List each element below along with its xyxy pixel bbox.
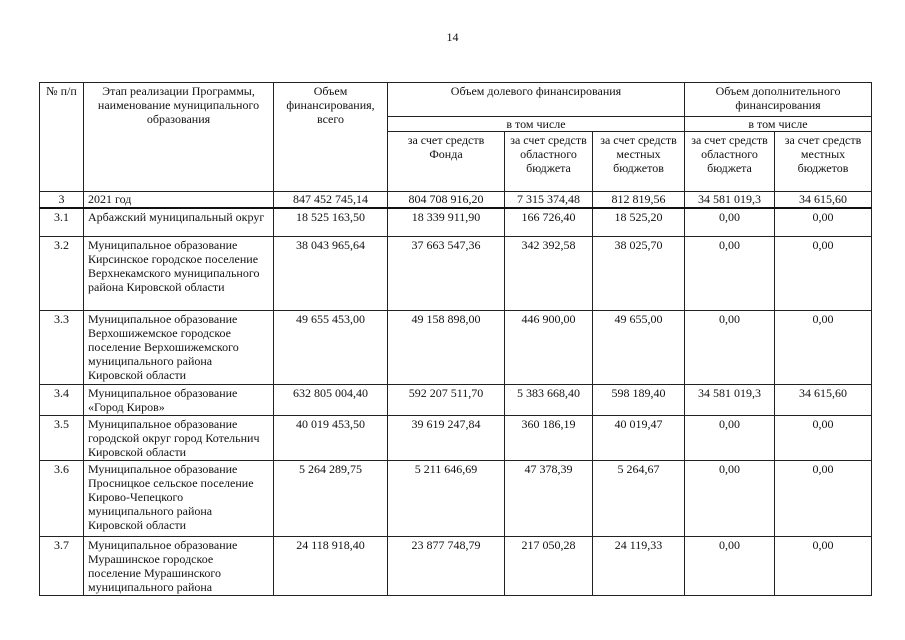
header-num: № п/п xyxy=(40,83,84,192)
header-sub-add-local: за счет средств местных бюджетов xyxy=(775,132,872,192)
row-add-regional: 0,00 xyxy=(685,236,775,310)
row-add-regional: 34 581 019,3 xyxy=(685,384,775,415)
row-local: 598 189,40 xyxy=(593,384,685,415)
row-local: 5 264,67 xyxy=(593,460,685,536)
row-regional: 5 383 668,40 xyxy=(505,384,593,415)
row-add-regional: 0,00 xyxy=(685,208,775,236)
table-row xyxy=(40,310,872,384)
row-regional: 342 392,58 xyxy=(505,236,593,310)
header-sub-local: за счет средств местных бюджетов xyxy=(593,132,685,192)
row-regional: 166 726,40 xyxy=(505,208,593,236)
row-add-regional: 0,00 xyxy=(685,310,775,384)
row-regional: 360 186,19 xyxy=(505,415,593,460)
row-regional: 446 900,00 xyxy=(505,310,593,384)
row-name: 2021 год xyxy=(84,192,274,209)
table-row xyxy=(40,208,872,236)
row-add-regional: 0,00 xyxy=(685,460,775,536)
row-total: 49 655 453,00 xyxy=(274,310,388,384)
header-share: Объем долевого финансирования xyxy=(388,83,685,117)
row-local: 38 025,70 xyxy=(593,236,685,310)
row-fund: 804 708 916,20 xyxy=(388,192,505,209)
row-total: 632 805 004,40 xyxy=(274,384,388,415)
row-add-local: 0,00 xyxy=(775,208,872,236)
row-add-regional: 0,00 xyxy=(685,536,775,595)
row-add-regional: 0,00 xyxy=(685,415,775,460)
row-total: 24 118 918,40 xyxy=(274,536,388,595)
row-local: 812 819,56 xyxy=(593,192,685,209)
header-sub-regional: за счет средств областного бюджета xyxy=(505,132,593,192)
table-row xyxy=(40,536,872,595)
row-fund: 39 619 247,84 xyxy=(388,415,505,460)
row-name: Арбажский муниципальный округ xyxy=(84,208,274,236)
financing-table xyxy=(39,82,872,596)
page-number: 14 xyxy=(446,30,459,44)
row-total: 847 452 745,14 xyxy=(274,192,388,209)
row-name: Муниципальное образование Верхошижемское городское поселение Верхошижемского муниципального района Кировской области xyxy=(84,310,274,384)
row-regional: 7 315 374,48 xyxy=(505,192,593,209)
table-row xyxy=(40,460,872,536)
row-local: 49 655,00 xyxy=(593,310,685,384)
row-name: Муниципальное образование городской округ город Котельнич Кировской области xyxy=(84,415,274,460)
table-row xyxy=(40,384,872,415)
row-num: 3.6 xyxy=(40,460,84,536)
table-row xyxy=(40,192,872,209)
row-add-local: 0,00 xyxy=(775,415,872,460)
row-add-local: 0,00 xyxy=(775,236,872,310)
table-row xyxy=(40,415,872,460)
row-num: 3.1 xyxy=(40,208,84,236)
header-sub-fund: за счет средств Фонда xyxy=(388,132,505,192)
header-additional: Объем дополнительного финансирования xyxy=(685,83,872,117)
row-add-local: 34 615,60 xyxy=(775,384,872,415)
table-row xyxy=(40,236,872,310)
row-regional: 47 378,39 xyxy=(505,460,593,536)
header-row-1 xyxy=(40,83,872,117)
row-add-regional: 34 581 019,3 xyxy=(685,192,775,209)
row-fund: 23 877 748,79 xyxy=(388,536,505,595)
row-local: 40 019,47 xyxy=(593,415,685,460)
header-total: Объем финансирования, всего xyxy=(274,83,388,192)
row-add-local: 0,00 xyxy=(775,310,872,384)
row-add-local: 0,00 xyxy=(775,460,872,536)
row-fund: 49 158 898,00 xyxy=(388,310,505,384)
row-add-local: 0,00 xyxy=(775,536,872,595)
row-fund: 37 663 547,36 xyxy=(388,236,505,310)
row-total: 38 043 965,64 xyxy=(274,236,388,310)
header-including-share: в том числе xyxy=(388,117,685,132)
row-num: 3 xyxy=(40,192,84,209)
row-total: 18 525 163,50 xyxy=(274,208,388,236)
row-total: 5 264 289,75 xyxy=(274,460,388,536)
row-name: Муниципальное образование Просницкое сельское поселение Кирово-Чепецкого муниципального района Кировской области xyxy=(84,460,274,536)
row-add-local: 34 615,60 xyxy=(775,192,872,209)
row-name: Муниципальное образование Кирсинское городское поселение Верхнекамского муниципального района Кировской области xyxy=(84,236,274,310)
row-name: Муниципальное образование Мурашинское городское поселение Мурашинского муниципального района xyxy=(84,536,274,595)
row-num: 3.7 xyxy=(40,536,84,595)
row-regional: 217 050,28 xyxy=(505,536,593,595)
header-sub-add-regional: за счет средств областного бюджета xyxy=(685,132,775,192)
header-stage: Этап реализации Программы, наименование муниципального образования xyxy=(84,83,274,192)
row-num: 3.2 xyxy=(40,236,84,310)
row-num: 3.4 xyxy=(40,384,84,415)
header-including-additional: в том числе xyxy=(685,117,872,132)
row-fund: 5 211 646,69 xyxy=(388,460,505,536)
row-fund: 592 207 511,70 xyxy=(388,384,505,415)
row-fund: 18 339 911,90 xyxy=(388,208,505,236)
row-total: 40 019 453,50 xyxy=(274,415,388,460)
row-num: 3.5 xyxy=(40,415,84,460)
row-local: 18 525,20 xyxy=(593,208,685,236)
row-name: Муниципальное образование «Город Киров» xyxy=(84,384,274,415)
row-num: 3.3 xyxy=(40,310,84,384)
row-local: 24 119,33 xyxy=(593,536,685,595)
